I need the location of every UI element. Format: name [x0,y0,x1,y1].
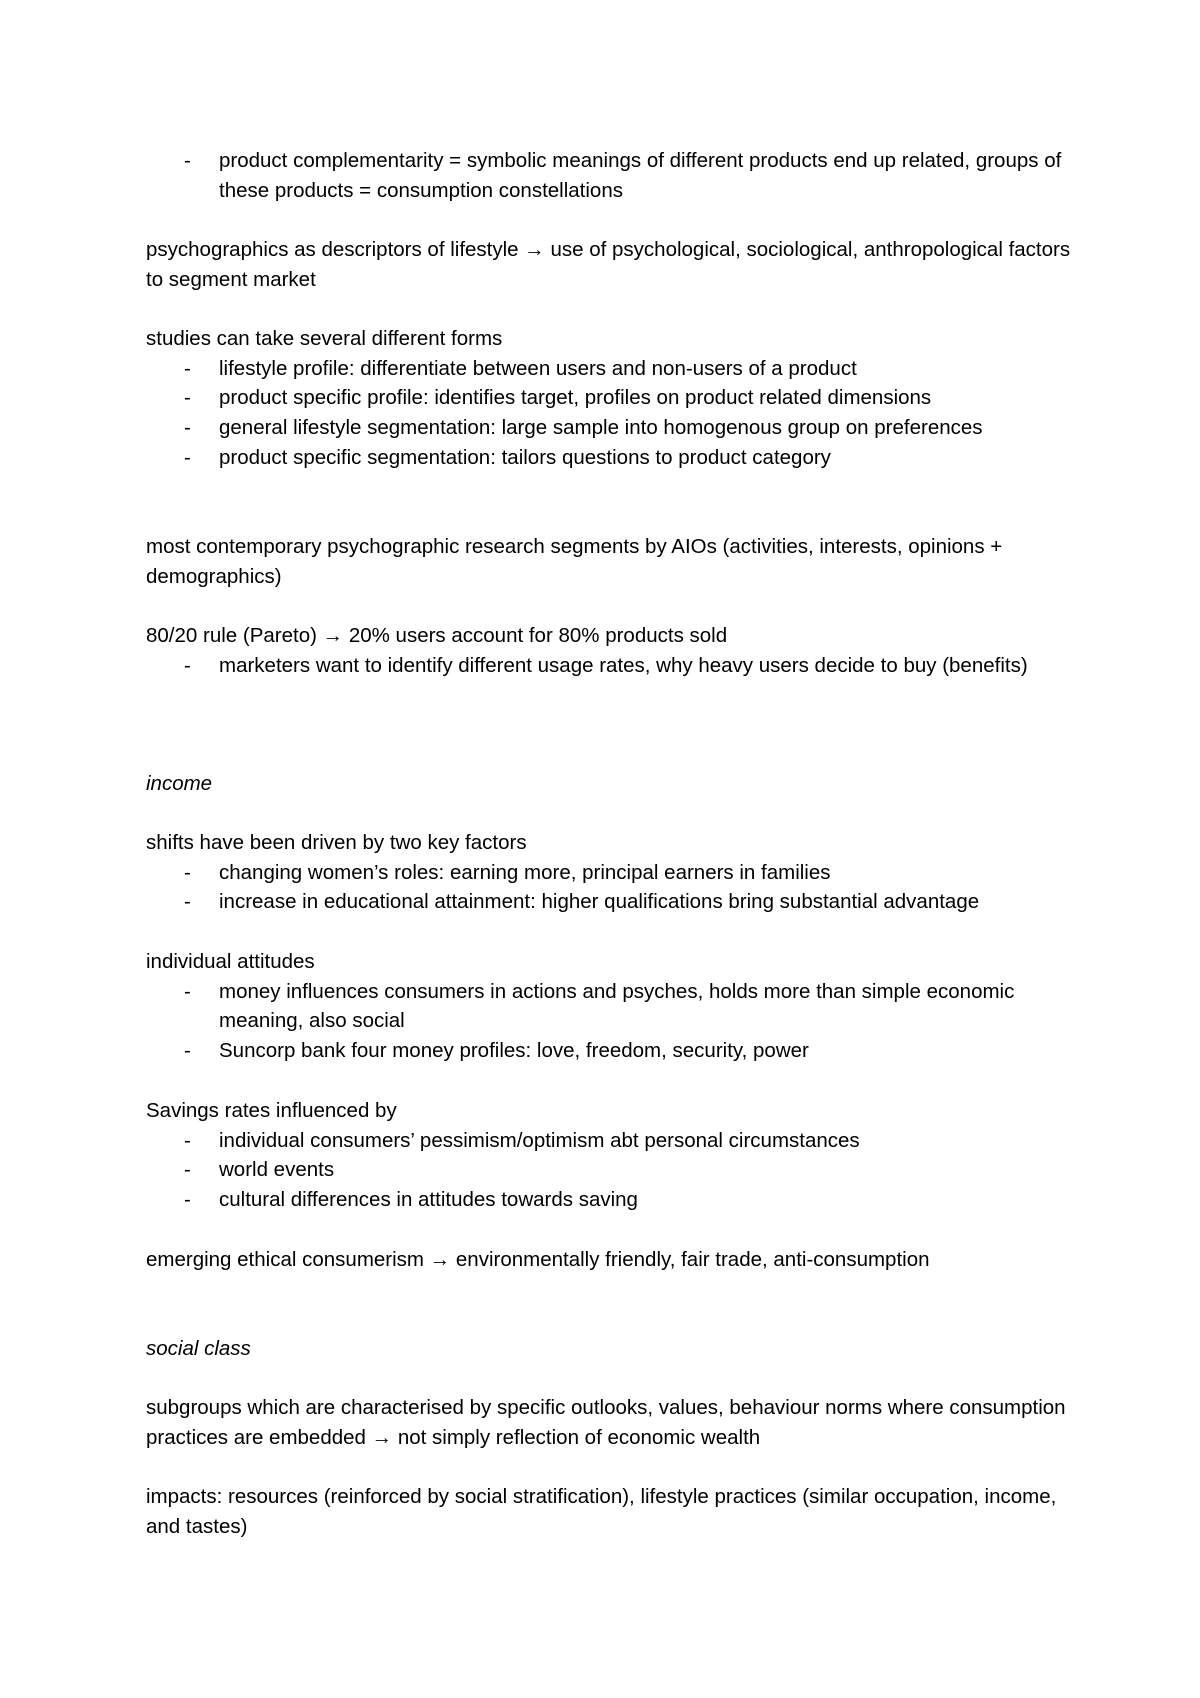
pareto-list [146,651,1076,681]
savings-section [146,1096,1076,1215]
list-item: - increase in educational attainment: higher qualifications bring substantial advantage [146,887,1076,917]
attitudes-intro: individual attitudes [146,950,315,973]
aios-paragraph: most contemporary psychographic research segments by AIOs (activities, interests, opinions + demographics) [146,535,1003,588]
psychographics-section [146,235,1076,294]
studies-section [146,324,1076,473]
complementarity-list [146,146,1076,205]
impacts-paragraph: impacts: resources (reinforced by social stratification), lifestyle practices (similar occupation, income, and tastes) [146,1485,1057,1538]
savings-list [146,1126,1076,1215]
list-item: - cultural differences in attitudes towards saving [146,1185,1076,1215]
psychographics-paragraph: psychographics as descriptors of lifestyle → use of psychological, sociological, anthropological factors to segment market [146,238,1071,291]
savings-intro: Savings rates influenced by [146,1099,397,1122]
ethical-section [146,1245,1076,1275]
list-item: - money influences consumers in actions and psyches, holds more than simple economic meaning, also social [146,977,1076,1036]
attitudes-section [146,947,1076,1066]
social-class-heading: social class [146,1337,251,1360]
aios-section [146,532,1076,591]
studies-intro: studies can take several different forms [146,327,503,350]
shifts-intro: shifts have been driven by two key factors [146,831,527,854]
list-item: - product specific segmentation: tailors questions to product category [146,443,1076,473]
impacts-section [146,1482,1076,1541]
complementarity-section [146,146,1076,205]
list-item: - marketers want to identify different usage rates, why heavy users decide to buy (benefits) [146,651,1076,681]
subgroups-section [146,1393,1076,1452]
pareto-section [146,621,1076,680]
income-section [146,769,1076,799]
attitudes-list [146,977,1076,1066]
shifts-section [146,828,1076,917]
social-class-section [146,1334,1076,1364]
subgroups-paragraph: subgroups which are characterised by specific outlooks, values, behaviour norms where consumption practices are embedded → not simply reflection of economic wealth [146,1396,1066,1449]
list-item: - Suncorp bank four money profiles: love, freedom, security, power [146,1036,1076,1066]
list-item: - changing women’s roles: earning more, principal earners in families [146,858,1076,888]
list-item: - individual consumers’ pessimism/optimism abt personal circumstances [146,1126,1076,1156]
studies-list [146,354,1076,473]
list-item: - world events [146,1155,1076,1185]
shifts-list [146,858,1076,917]
list-item: - product specific profile: identifies target, profiles on product related dimensions [146,383,1076,413]
income-heading: income [146,772,213,795]
list-item: - lifestyle profile: differentiate between users and non-users of a product [146,354,1076,384]
list-item: - general lifestyle segmentation: large sample into homogenous group on preferences [146,413,1076,443]
pareto-intro: 80/20 rule (Pareto) → 20% users account for 80% products sold [146,624,728,647]
list-item: - product complementarity = symbolic meanings of different products end up related, groups of these products = consumption constellations [146,146,1076,205]
ethical-paragraph: emerging ethical consumerism → environmentally friendly, fair trade, anti-consumption [146,1248,930,1271]
